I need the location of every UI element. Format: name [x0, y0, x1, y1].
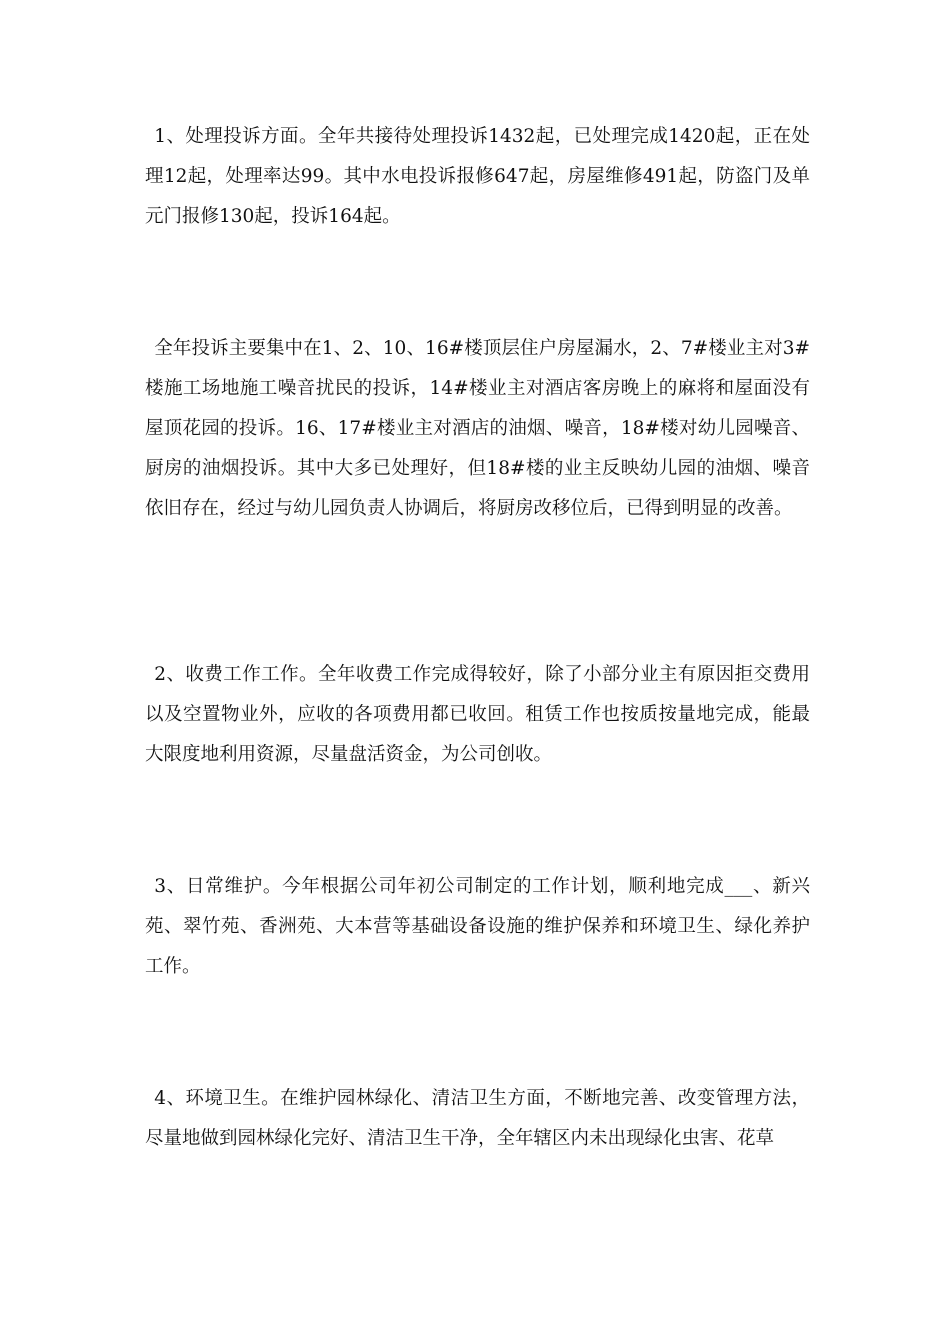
paragraph-environment-hygiene: 4、环境卫生。在维护园林绿化、清洁卫生方面，不断地完善、改变管理方法，尽量地做到园林绿化完好、清洁卫生干净，全年辖区内未出现绿化虫害、花草: [145, 1088, 810, 1149]
paragraph-daily-maintenance: 3、日常维护。今年根据公司年初公司制定的工作计划，顺利地完成___、新兴苑、翠竹苑、香洲苑、大本营等基础设备设施的维护保养和环境卫生、绿化养护工作。: [145, 876, 810, 977]
paragraph-complaint-handling: 1、处理投诉方面。全年共接待处理投诉1432起，已处理完成1420起，正在处理12起，处理率达99。其中水电投诉报修647起，房屋维修491起，防盗门及单元门报修130起，投诉164起。: [145, 126, 810, 227]
paragraph-fee-collection: 2、收费工作工作。全年收费工作完成得较好，除了小部分业主有原因拒交费用以及空置物业外，应收的各项费用都已收回。租赁工作也按质按量地完成，能最大限度地利用资源，尽量盘活资金，为公司创收。: [145, 664, 810, 765]
paragraph-complaint-details: 全年投诉主要集中在1、2、10、16#楼顶层住户房屋漏水，2、7#楼业主对3#楼施工场地施工噪音扰民的投诉，14#楼业主对酒店客房晚上的麻将和屋面没有屋顶花园的投诉。16、17#楼业主对酒店的油烟、噪音，18#楼对幼儿园噪音、厨房的油烟投诉。其中大多已处理好，但18#楼的业主反映幼儿园的油烟、噪音依旧存在，经过与幼儿园负责人协调后，将厨房改移位后，已得到明显的改善。: [145, 338, 810, 519]
